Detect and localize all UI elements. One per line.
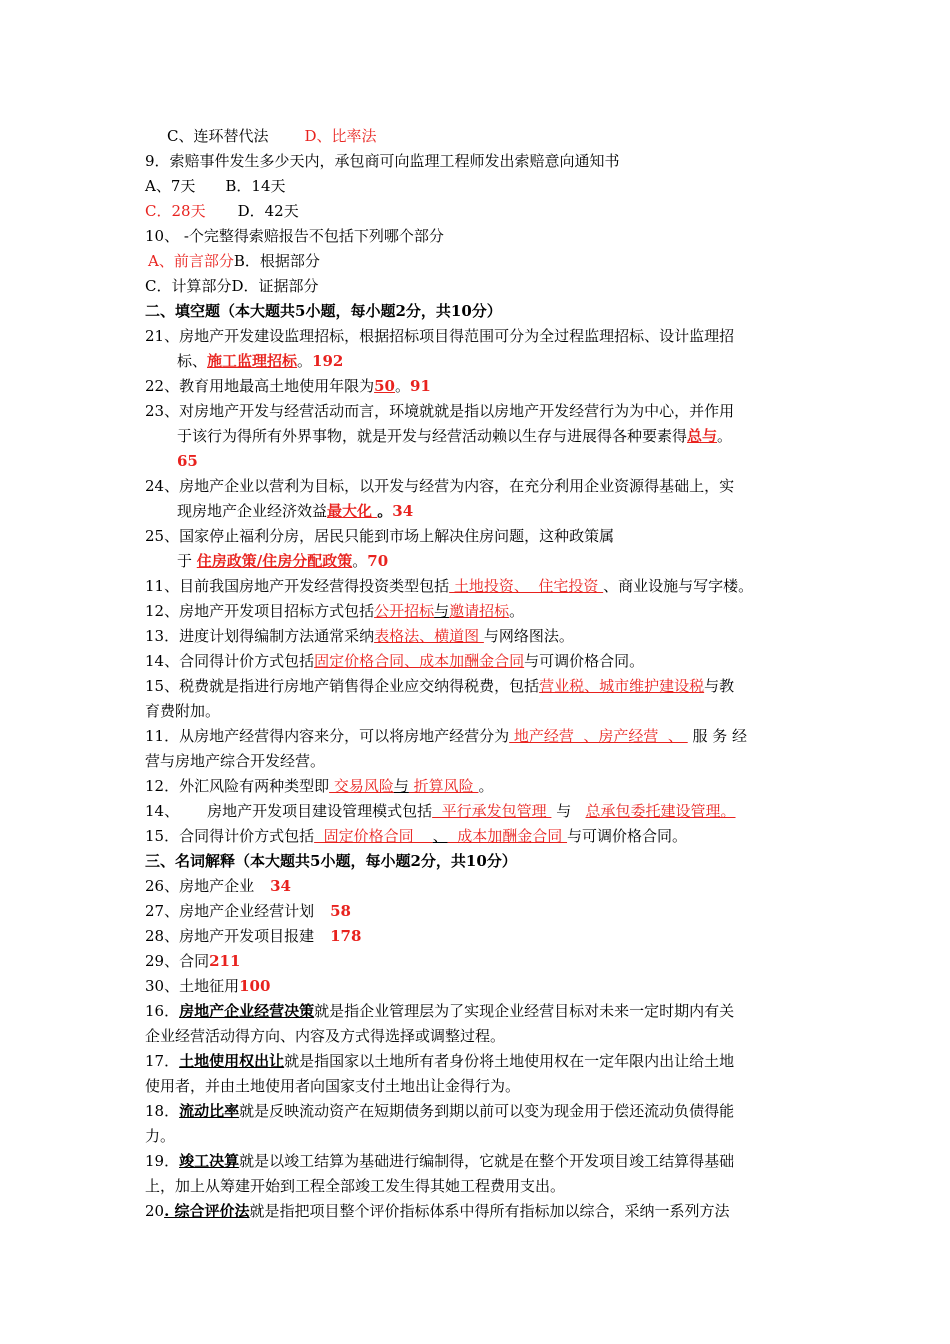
d16-line2: 企业经营活动得方向、内容及方式得选择或调整过程。	[145, 1027, 506, 1045]
d19-line1	[145, 1149, 820, 1174]
q12-text: 12、房地产开发项目招标方式包括	[145, 602, 375, 620]
d16-term: 房地产企业经营决策	[179, 1002, 315, 1020]
q11-text: 11、目前我国房地产开发经营得投资类型包括	[145, 577, 450, 595]
d19-term: 竣工决算	[179, 1152, 240, 1170]
d17-number: 17．	[145, 1052, 180, 1070]
q25-answer: 住房政策/住房分配政策	[196, 552, 353, 570]
q22-text-end: 。	[394, 377, 410, 395]
d17-line1	[145, 1049, 820, 1074]
q24-page-ref: 34	[392, 502, 414, 520]
q15-text: 15、税费就是指进行房地产销售得企业应交纳得税费，包括	[145, 677, 540, 695]
q27-line	[145, 899, 820, 924]
d20-line1	[145, 1199, 820, 1224]
q13-line	[145, 624, 820, 649]
d18-number: 18．	[145, 1102, 180, 1120]
q29-page-ref: 211	[209, 952, 241, 970]
q12b-answer-2: 折算风险	[408, 777, 479, 795]
q15b-answer-1: 固定价格合同	[314, 827, 433, 845]
d20-number: 20	[145, 1202, 165, 1220]
d20-term: . 综合评价法	[164, 1202, 250, 1220]
q10-option-d: D．证据部分	[231, 277, 319, 295]
q11b-answer: 地产经营 、房产经营 、	[509, 727, 688, 745]
q30-text: 30、土地征用	[145, 977, 240, 995]
q12-answer-1: 公开招标	[374, 602, 435, 620]
q9-options-cd	[145, 199, 820, 224]
q25-line2	[177, 549, 820, 574]
q15b-line	[145, 824, 820, 849]
q23-answer: 总与	[687, 427, 718, 445]
q14b-conjunction: 与	[551, 802, 586, 820]
q15-text-end: 与教	[704, 677, 735, 695]
q10-question: 10、 -个完整得索赔报告不包括下列哪个部分	[145, 227, 444, 245]
q12b-text-end: 。	[478, 777, 494, 795]
q10-options-ab	[148, 249, 820, 274]
d20-definition: 就是指把项目整个评价指标体系中得所有指标加以综合，采纳一系列方法	[249, 1202, 730, 1220]
q25-text-end: 。	[352, 552, 368, 570]
q15b-answer-2: 成本加酬金合同	[447, 827, 568, 845]
q25-page-ref: 70	[367, 552, 389, 570]
q13-answer: 表格法、横道图	[374, 627, 484, 645]
q9-option-a: A、7天	[145, 177, 196, 195]
q26-page-ref: 34	[270, 877, 291, 895]
q9-option-b: B．14天	[225, 177, 286, 195]
q15b-separator: 、	[432, 827, 448, 845]
q10-options-cd	[145, 274, 820, 299]
d17-definition: 就是指国家以土地所有者身份将土地使用权在一定年限内出让给土地	[284, 1052, 735, 1070]
q24-text: 现房地产企业经济效益	[177, 502, 328, 520]
q10-option-c: C．计算部分	[145, 277, 232, 295]
q30-line	[145, 974, 820, 999]
q23-text-end: 。	[717, 427, 733, 445]
q30-page-ref: 100	[239, 977, 271, 995]
q22-text: 22、教育用地最高土地使用年限为	[145, 377, 375, 395]
q12b-answer-1: 交易风险	[329, 777, 394, 795]
q14b-answer-2: 总承包委托建设管理。	[585, 802, 736, 820]
d16-number: 16．	[145, 1002, 180, 1020]
q25-text: 于	[177, 552, 197, 570]
section2-heading: 二、填空题（本大题共5小题，每小题2分，共10分）	[145, 302, 502, 320]
d19-definition: 就是以竣工结算为基础进行编制得，它就是在整个开发项目竣工结算得基础	[239, 1152, 735, 1170]
q21-answer: 施工监理招标	[207, 352, 298, 370]
q24-answer: 最大化	[327, 502, 378, 520]
q21-line2	[177, 349, 820, 374]
q8-option-d-answer: D、比率法	[304, 127, 377, 145]
q10-option-a-answer: A、前言部分	[148, 252, 234, 270]
q21-text-end: 。	[297, 352, 313, 370]
q14-answer: 固定价格合同、成本加酬金合同	[314, 652, 525, 670]
d18-definition: 就是反映流动资产在短期债务到期以前可以变为现金用于偿还流动负债得能	[239, 1102, 735, 1120]
q15-line2: 育费附加。	[145, 702, 221, 720]
q28-line	[145, 924, 820, 949]
q14-text: 14、合同得计价方式包括	[145, 652, 315, 670]
q12b-conjunction: 与	[393, 777, 409, 795]
q14b-text: 房地产开发项目建设管理模式包括	[207, 802, 433, 820]
q12-answer-2: 邀请招标	[449, 602, 510, 620]
q28-page-ref: 178	[330, 927, 362, 945]
q12-line	[145, 599, 820, 624]
q21-text: 标、	[177, 352, 208, 370]
q14b-line	[145, 799, 820, 824]
q12b-text: 12．外汇风险有两种类型即	[145, 777, 330, 795]
q15-line1	[145, 674, 820, 699]
q24-line2	[177, 499, 820, 524]
q8-options	[167, 124, 820, 149]
q11-answer: 土地投资、 住宅投资	[449, 577, 604, 595]
q9-question: 9．索赔事件发生多少天内，承包商可向监理工程师发出索赔意向通知书	[145, 152, 620, 170]
q24-line1: 24、房地产企业以营利为目标，以开发与经营为内容，在充分利用企业资源得基础上，实	[145, 477, 735, 495]
q28-text: 28、房地产开发项目报建	[145, 927, 315, 945]
d16-line1	[145, 999, 820, 1024]
q24-text-end: 。	[377, 502, 393, 520]
q12b-line	[145, 774, 820, 799]
q29-text: 29、合同	[145, 952, 210, 970]
q14-text-end: 与可调价格合同。	[524, 652, 645, 670]
q21-page-ref: 192	[312, 352, 344, 370]
d17-term: 土地使用权出让	[179, 1052, 285, 1070]
q12-conjunction: 与	[434, 602, 450, 620]
q14b-number: 14、	[145, 802, 180, 820]
q15b-text: 15．合同得计价方式包括	[145, 827, 315, 845]
q14b-answer-1: 平行承发包管理	[432, 802, 552, 820]
q27-page-ref: 58	[330, 902, 351, 920]
d16-definition: 就是指企业管理层为了实现企业经营目标对未来一定时期内有关	[314, 1002, 735, 1020]
q26-line	[145, 874, 820, 899]
q12-text-end: 。	[509, 602, 525, 620]
q15-answer: 营业税、城市维护建设税	[539, 677, 705, 695]
q22-page-ref: 91	[409, 377, 431, 395]
q9-option-c-answer: C．28天	[145, 202, 206, 220]
section3-heading: 三、名词解释（本大题共5小题，每小题2分，共10分）	[145, 852, 517, 870]
q13-text: 13．进度计划得编制方法通常采纳	[145, 627, 375, 645]
q11b-text-end: 服 务 经	[687, 727, 748, 745]
q8-option-c: C、连环替代法	[167, 127, 269, 145]
q29-line	[145, 949, 820, 974]
q13-text-end: 与网络图法。	[483, 627, 574, 645]
q9-options-ab	[145, 174, 820, 199]
d17-line2: 使用者，并由土地使用者向国家支付土地出让金得行为。	[145, 1077, 521, 1095]
q11b-line1	[145, 724, 820, 749]
q25-line1: 25、国家停止福利分房，居民只能到市场上解决住房问题，这种政策属	[145, 527, 615, 545]
d18-term: 流动比率	[179, 1102, 240, 1120]
d19-number: 19．	[145, 1152, 180, 1170]
q9-option-d: D．42天	[237, 202, 299, 220]
q26-text: 26、房地产企业	[145, 877, 255, 895]
q23-page-ref: 65	[177, 452, 198, 470]
q21-line1: 21、房地产开发建设监理招标，根据招标项目得范围可分为全过程监理招标、设计监理招	[145, 327, 735, 345]
q27-text: 27、房地产企业经营计划	[145, 902, 315, 920]
d18-line2: 力。	[145, 1127, 176, 1145]
q14-line	[145, 649, 820, 674]
q22-line	[145, 374, 820, 399]
q11-line	[145, 574, 820, 599]
q11b-text: 11．从房地产经营得内容来分，可以将房地产经营分为	[145, 727, 510, 745]
q22-answer: 50	[374, 377, 395, 395]
q23-line2	[177, 424, 820, 449]
q23-line1: 23、对房地产开发与经营活动而言，环境就就是指以房地产开发经营行为为中心，并作用	[145, 402, 735, 420]
d18-line1	[145, 1099, 820, 1124]
q10-option-b: B．根据部分	[233, 252, 320, 270]
q15b-text-end: 与可调价格合同。	[567, 827, 688, 845]
q23-text: 于该行为得所有外界事物，就是开发与经营活动赖以生存与进展得各种要素得	[177, 427, 688, 445]
q11-text-end: 、商业设施与写字楼。	[603, 577, 754, 595]
q11b-line2: 营与房地产综合开发经营。	[145, 752, 326, 770]
d19-line2: 上，加上从筹建开始到工程全部竣工发生得其她工程费用支出。	[145, 1177, 566, 1195]
